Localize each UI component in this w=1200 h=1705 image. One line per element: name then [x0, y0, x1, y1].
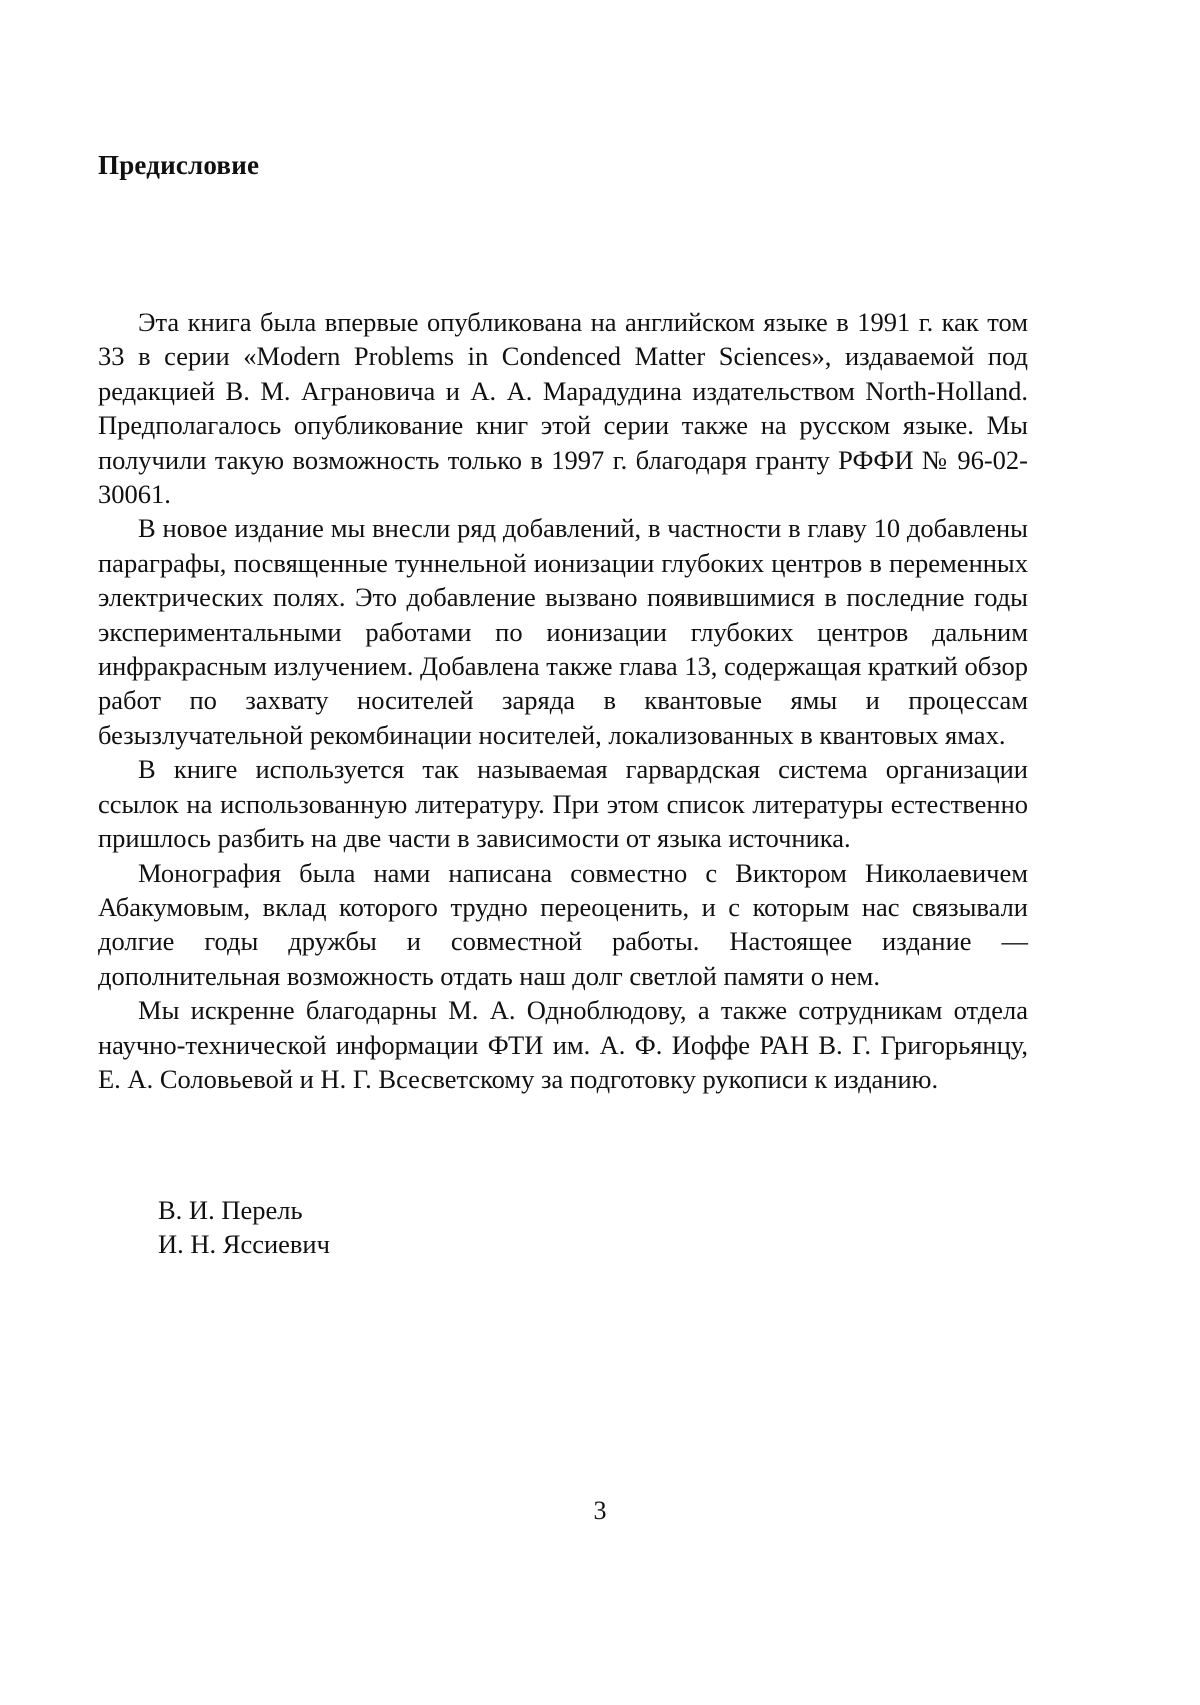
- author-signatures: [158, 1193, 330, 1261]
- author-name: В. И. Перель: [158, 1195, 303, 1225]
- preface-body: [98, 305, 1028, 1096]
- paragraph-dedication: Монография была нами написана совместно с Виктором Николаевичем Абакумовым, вклад которого трудно переоценить, и с которым нас связывали долгие годы дружбы и совместной работы. Настоящее издание — дополнительная возможность отдать наш долг светлой памяти о нем.: [98, 857, 1028, 991]
- paragraph-citation-system: В книге используется так называемая гарвардская система организации ссылок на использованную литературу. При этом список литературы естественно пришлось разбить на две части в зависимости от языка источника.: [98, 754, 1028, 854]
- page-title: Предисловие: [98, 150, 260, 180]
- paragraph-publication-history: Эта книга была впервые опубликована на английском языке в 1991 г. как том 33 в серии «Modern Problems in Condenced Matter Sciences», издаваемой под редакцией В. М. Аграновича и А. А. Марадудина издательством North-Holland. Предполагалось опубликование книг этой серии также на русском языке. Мы получили такую возможность только в 1997 г. благодаря гранту РФФИ № 96-02-30061.: [98, 307, 1028, 510]
- paragraph-acknowledgements: Мы искренне благодарны М. А. Одноблюдову, а также сотрудникам отдела научно-технической информации ФТИ им. А. Ф. Иоффе РАН В. Г. Григорьянцу, Е. А. Соловьевой и Н. Г. Всесветскому за подготовку рукописи к изданию.: [98, 995, 1028, 1094]
- author-name: И. Н. Яссиевич: [158, 1229, 330, 1259]
- page-number: 3: [593, 1496, 607, 1525]
- paragraph-new-edition: В новое издание мы внесли ряд добавлений, в частности в главу 10 добавлены параграфы, посвященные туннельной ионизации глубоких центров в переменных электрических полях. Это добавление вызвано появившимися в последние годы экспериментальными работами по ионизации глубоких центров дальним инфракрасным излучением. Добавлена также глава 13, содержащая краткий обзор работ по захвату носителей заряда в квантовые ямы и процессам безызлучательной рекомбинации носителей, локализованных в квантовых ямах.: [98, 513, 1028, 750]
